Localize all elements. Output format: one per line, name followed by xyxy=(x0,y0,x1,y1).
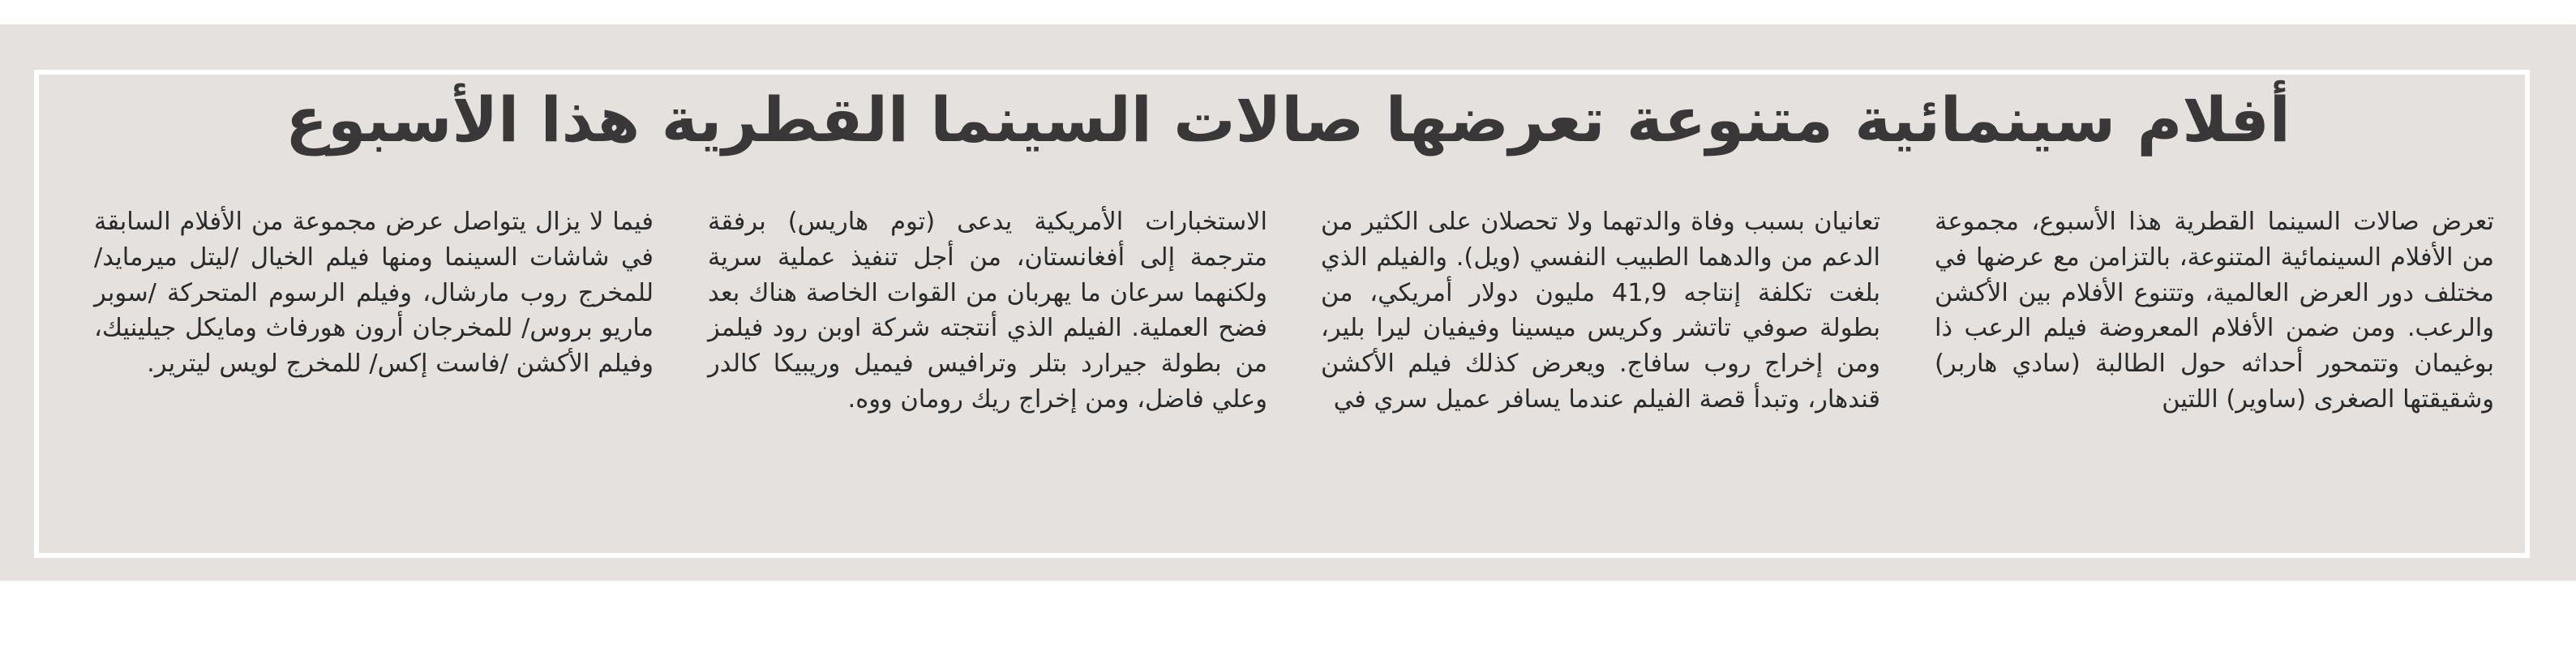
article-column-4: فيما لا يزال يتواصل عرض مجموعة من الأفلام السابقة في شاشات السينما ومنها فيلم الخيال /ليتل ميرمايد/ للمخرج روب مارشال، وفيلم الرسوم المتحركة /سوبر ماريو بروس/ للمخرجان أرون هورفاث ومايكل جيلينيك، وفيلم الأكشن /فاست إكس/ للمخرج لويس ليترير. xyxy=(94,208,654,379)
article-column-1: تعرض صالات السينما القطرية هذا الأسبوع، مجموعة من الأفلام السينمائية المتنوعة، بالتزامن مع عرضها في مختلف دور العرض العالمية، وتتنوع الأفلام بين الأكشن والرعب. ومن ضمن الأفلام المعروضة فيلم الرعب ذا بوغيمان وتتمحور أحداثه حول الطالبة (سادي هاربر) وشقيقتها الصغرى (ساوير) اللتين xyxy=(1935,208,2494,414)
article-column-3: الاستخبارات الأمريكية يدعى (توم هاريس) برفقة مترجمة إلى أفغانستان، من أجل تنفيذ عملية سرية ولكنهما سرعان ما يهربان من القوات الخاصة هناك بعد فضح العملية. الفيلم الذي أنتجته شركة اوبن رود فيلمز من بطولة جيرارد بتلر وترافيس فيميل وريبيكا كالدر وعلي فاضل، ومن إخراج ريك رومان ووه. xyxy=(708,208,1267,414)
article-headline: أفلام سينمائية متنوعة تعرضها صالات السينما القطرية هذا الأسبوع xyxy=(285,84,2291,156)
article-column-2: تعانيان بسبب وفاة والدتهما ولا تحصلان على الكثير من الدعم من والدهما الطبيب النفسي (ويل). والفيلم الذي بلغت تكلفة إنتاجه 41,9 مليون دولار أمريكي، من بطولة صوفي تاتشر وكريس ميسينا وفيفيان ليرا بلير، ومن إخراج روب سافاج. ويعرض كذلك فيلم الأكشن قندهار، وتبدأ قصة الفيلم عندما يسافر عميل سري في xyxy=(1321,208,1880,414)
article-body xyxy=(78,204,2494,522)
